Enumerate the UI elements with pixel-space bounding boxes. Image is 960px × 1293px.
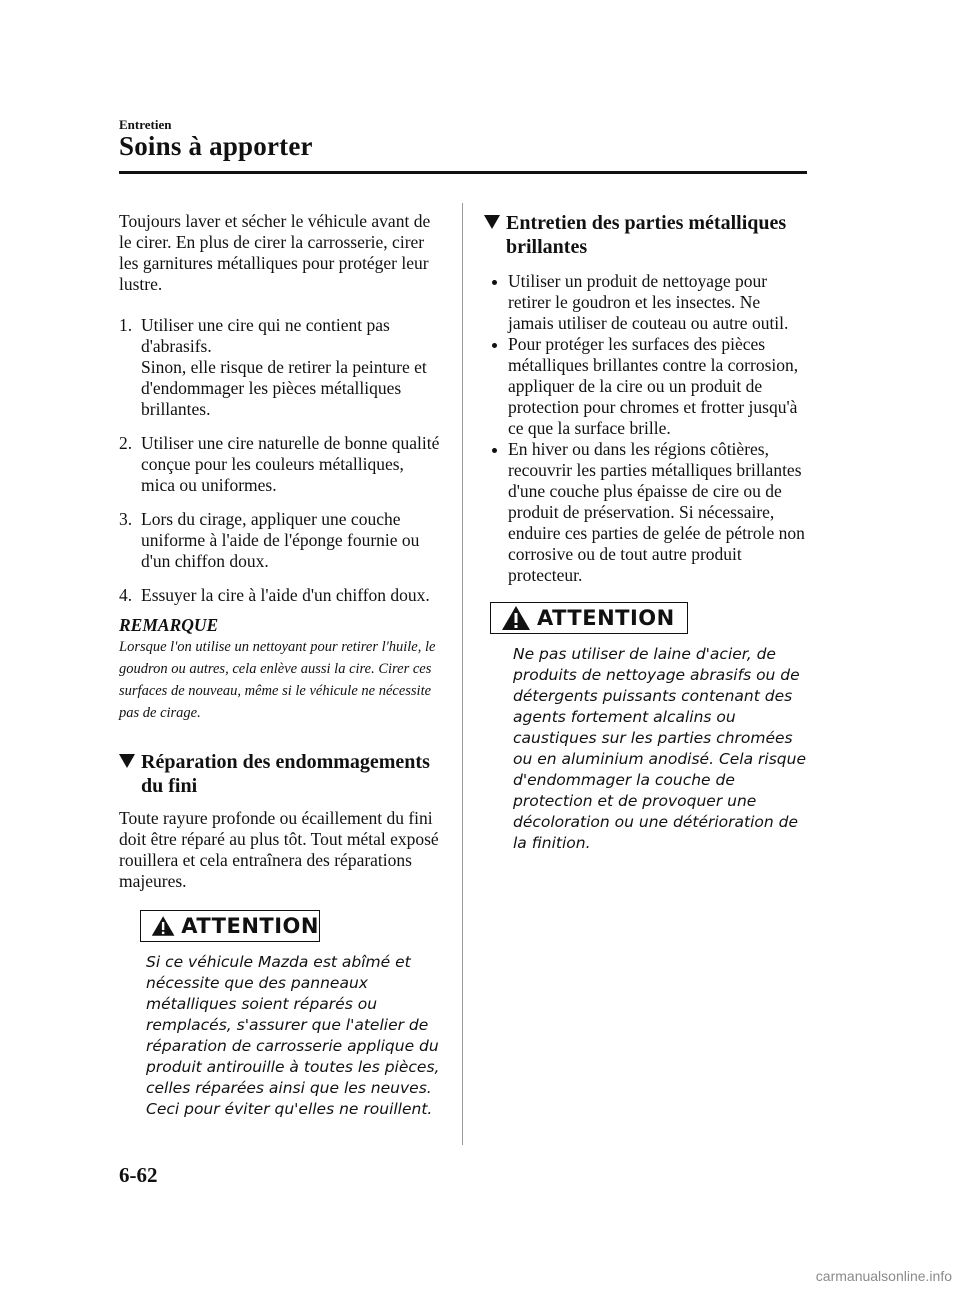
step-item [119, 509, 441, 572]
warning-icon [501, 605, 531, 631]
warning-icon [151, 913, 175, 939]
bullet-icon [492, 343, 497, 348]
step-text: Lors du cirage, appliquer une couche uniforme à l'aide de l'éponge fournie ou d'un chiffon doux. [141, 509, 420, 571]
step-number: 2. [119, 433, 133, 453]
step-text: Essuyer la cire à l'aide d'un chiffon doux. [141, 585, 430, 605]
title-rule [119, 171, 807, 174]
right-column [484, 211, 808, 854]
bullet-item [484, 439, 808, 586]
repair-paragraph: Toute rayure profonde ou écaillement du fini doit être réparé au plus tôt. Tout métal exposé rouillera et cela entraînera des réparations majeures. [119, 808, 439, 891]
section-heading-shiny-metal [484, 211, 808, 259]
care-bullets [484, 271, 808, 586]
attention-label: ATTENTION [181, 914, 319, 938]
bullet-icon [492, 280, 497, 285]
remarque-title: REMARQUE [119, 615, 219, 635]
step-extra-text: Sinon, elle risque de retirer la peinture et d'endommager les pièces métalliques brillantes. [141, 357, 427, 419]
step-number: 1. [119, 315, 133, 335]
page-title: Soins à apporter [119, 131, 313, 161]
section-label: Entretien [119, 117, 172, 132]
step-item [119, 585, 441, 606]
section-heading-text: Réparation des endommagements du fini [141, 751, 430, 797]
attention-label: ATTENTION [537, 606, 675, 630]
bullet-text: Pour protéger les surfaces des pièces métalliques brillantes contre la corrosion, appliquer de la cire ou un produit de protection pour chromes et frotter jusqu'à ce que la surface brille. [508, 334, 799, 438]
step-text: Utiliser une cire qui ne contient pas d'abrasifs. [141, 315, 390, 356]
waxing-steps [119, 315, 441, 606]
section-triangle-icon [484, 215, 500, 229]
bullet-item [484, 271, 808, 334]
bullet-item [484, 334, 808, 439]
attention-text: Ne pas utiliser de laine d'acier, de produits de nettoyage abrasifs ou de détergents puissants contenant des agents fortement alcalins ou caustiques sur les parties chromées ou en aluminium anodisé. Cela risque d'endommager la couche de protection et de provoquer une décoloration ou une détérioration de la finition. [513, 645, 806, 852]
remarque-text: Lorsque l'on utilise un nettoyant pour retirer l'huile, le goudron ou autres, cela enlève aussi la cire. Cirer ces surfaces de nouveau, même si le véhicule ne nécessite pas de cirage. [119, 639, 436, 721]
step-text: Utiliser une cire naturelle de bonne qualité conçue pour les couleurs métalliques, mica ou uniformes. [141, 433, 440, 495]
step-number: 3. [119, 509, 133, 529]
bullet-icon [492, 448, 497, 453]
left-column [119, 211, 441, 1120]
section-triangle-icon [119, 754, 135, 768]
attention-header [140, 910, 320, 942]
bullet-text: Utiliser un produit de nettoyage pour retirer le goudron et les insectes. Ne jamais utiliser de couteau ou autre outil. [508, 271, 789, 333]
attention-header [490, 602, 688, 634]
section-heading-repair [119, 750, 441, 798]
intro-paragraph: Toujours laver et sécher le véhicule avant de le cirer. En plus de cirer la carrosserie, cirer les garnitures métalliques pour protéger leur lustre. [119, 211, 431, 294]
column-divider [462, 203, 463, 1145]
section-heading-text: Entretien des parties métalliques brillantes [506, 212, 787, 258]
step-item [119, 433, 441, 496]
watermark: carmanualsonline.info [815, 1268, 952, 1284]
page-number: 6-62 [119, 1163, 158, 1187]
attention-text: Si ce véhicule Mazda est abîmé et nécessite que des panneaux métalliques soient réparés ou remplacés, s'assurer que l'atelier de réparation de carrosserie applique du produit antirouille à toutes les pièces, celles réparées ainsi que les neuves. Ceci pour éviter qu'elles ne rouillent. [146, 953, 440, 1118]
bullet-text: En hiver ou dans les régions côtières, recouvrir les parties métalliques brillantes d'une couche plus épaisse de cire ou de produit de préservation. Si nécessaire, enduire ces parties de gelée de pétrole non corrosive ou de tout autre produit protecteur. [508, 439, 805, 585]
step-item [119, 315, 441, 420]
step-number: 4. [119, 585, 133, 605]
